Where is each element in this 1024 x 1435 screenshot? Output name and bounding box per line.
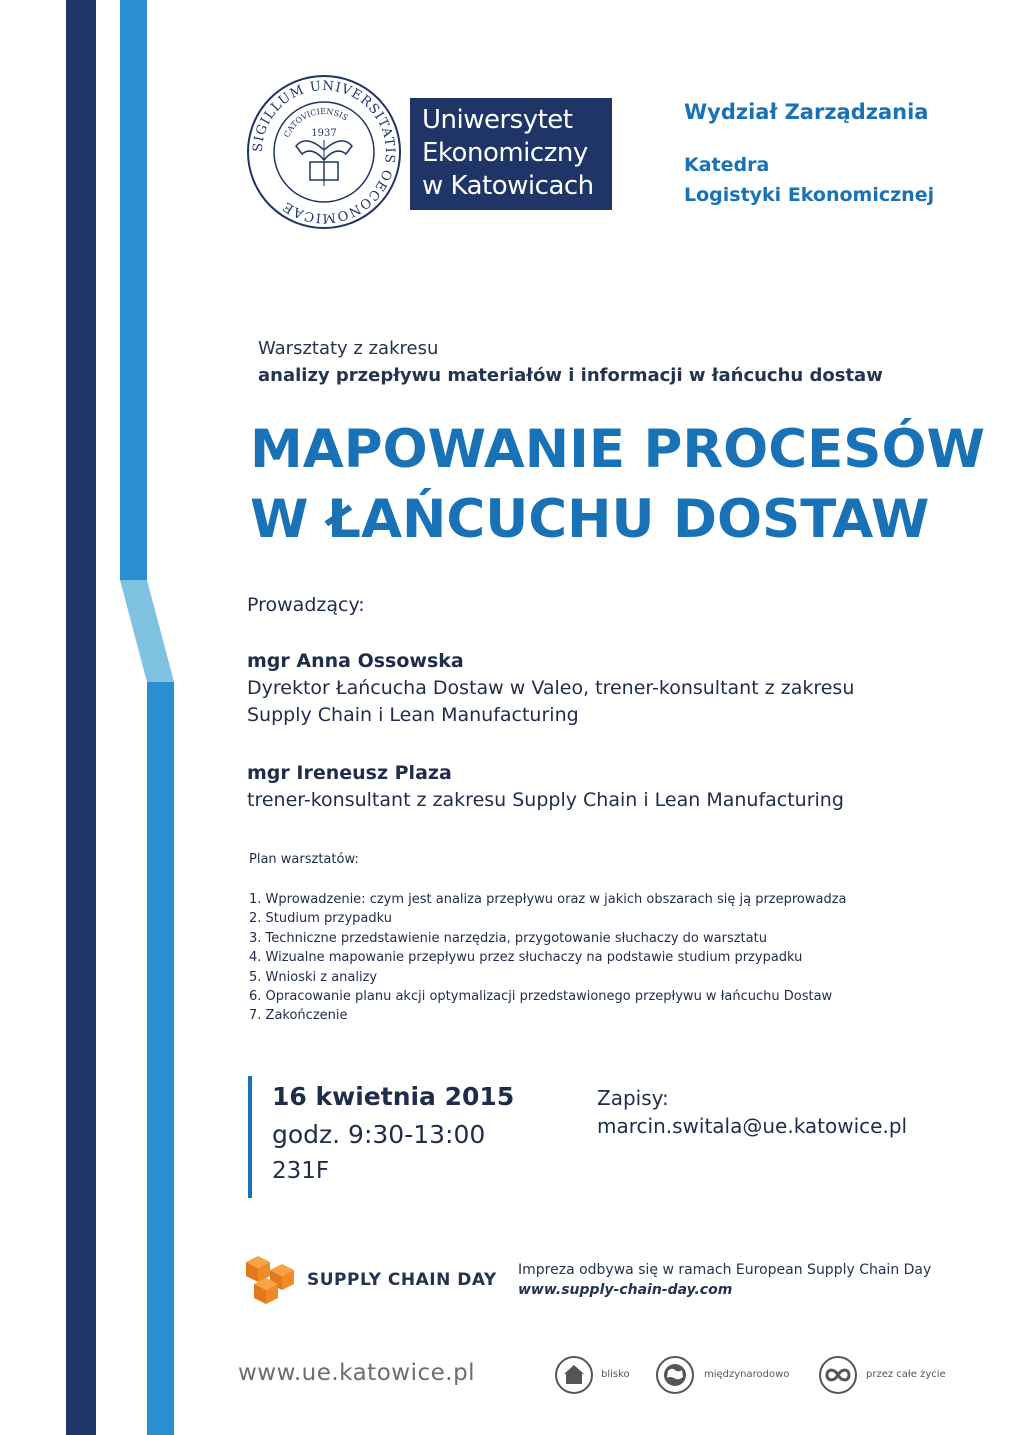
globe-icon <box>655 1355 695 1395</box>
plan-item: 2. Studium przypadku <box>249 911 392 927</box>
svg-text:SIGILLUM UNIVERSITATIS OECONOM: SIGILLUM UNIVERSITATIS OECONOMICAE <box>250 78 398 226</box>
infinity-icon <box>818 1355 858 1395</box>
university-name-line3: w Katowicach <box>422 171 594 201</box>
supply-chain-day-info: Impreza odbywa się w ramach European Supply Chain Day <box>518 1262 932 1278</box>
house-icon <box>554 1355 594 1395</box>
leader1-description-line1: Dyrektor Łańcucha Dostaw w Valeo, trener-konsultant z zakresu <box>247 677 855 699</box>
supply-chain-day-link[interactable]: www.supply-chain-day.com <box>518 1282 733 1298</box>
supply-chain-day-text: SUPPLY CHAIN DAY <box>307 1270 497 1290</box>
leader2-name: mgr Ireneusz Plaza <box>247 762 452 784</box>
page-title-line1: MAPOWANIE PROCESÓW <box>250 419 985 480</box>
event-room: 231F <box>272 1158 330 1184</box>
plan-item: 4. Wizualne mapowanie przepływu przez słuchaczy na podstawie studium przypadku <box>249 950 803 966</box>
leaders-label: Prowadzący: <box>247 594 365 616</box>
badge-label-near: blisko <box>601 1369 630 1380</box>
leader2-description: trener-konsultant z zakresu Supply Chain i Lean Manufacturing <box>247 789 844 811</box>
page-title-line2: W ŁAŃCUCHU DOSTAW <box>250 489 930 550</box>
university-name-line1: Uniwersytet <box>422 105 573 135</box>
supply-chain-day-logo-icon <box>244 1254 298 1306</box>
intro-line1: Warsztaty z zakresu <box>258 338 439 359</box>
decorative-stripes <box>0 0 180 1435</box>
registration-email-link[interactable]: marcin.switala@ue.katowice.pl <box>597 1114 908 1138</box>
event-time: godz. 9:30-13:00 <box>272 1120 486 1149</box>
university-name-box <box>410 98 612 210</box>
university-seal-icon <box>246 74 402 230</box>
plan-label: Plan warsztatów: <box>249 852 359 867</box>
badge-label-lifelong: przez całe życie <box>866 1369 946 1380</box>
intro-line2: analizy przepływu materiałów i informacji w łańcuchu dostaw <box>258 365 883 386</box>
chair-name-line2: Logistyki Ekonomicznej <box>684 184 935 206</box>
plan-item: 1. Wprowadzenie: czym jest analiza przepływu oraz w jakich obszarach się ją przeprowadza <box>249 892 847 907</box>
leader1-name: mgr Anna Ossowska <box>247 650 464 672</box>
plan-item: 7. Zakończenie <box>249 1008 348 1024</box>
plan-item: 5. Wnioski z analizy <box>249 969 378 985</box>
plan-list <box>249 890 847 1026</box>
svg-text:CATOVICIENSIS: CATOVICIENSIS <box>282 106 350 139</box>
leader1-description-line2: Supply Chain i Lean Manufacturing <box>247 704 579 726</box>
university-name-line2: Ekonomiczny <box>422 138 588 168</box>
faculty-name: Wydział Zarządzania <box>684 100 929 124</box>
chair-name-line1: Katedra <box>684 154 770 176</box>
event-date: 16 kwietnia 2015 <box>272 1082 515 1111</box>
university-website-link[interactable]: www.ue.katowice.pl <box>238 1360 476 1386</box>
registration-label: Zapisy: <box>597 1086 669 1110</box>
date-accent-bar <box>248 1076 252 1198</box>
plan-item: 3. Techniczne przedstawienie narzędzia, przygotowanie słuchaczy do warsztatu <box>249 930 767 946</box>
badge-label-international: międzynarodowo <box>704 1369 790 1380</box>
plan-item: 6. Opracowanie planu akcji optymalizacji przedstawionego przepływu w łańcuchu Dostaw <box>249 989 833 1005</box>
svg-text:1937: 1937 <box>311 128 337 139</box>
